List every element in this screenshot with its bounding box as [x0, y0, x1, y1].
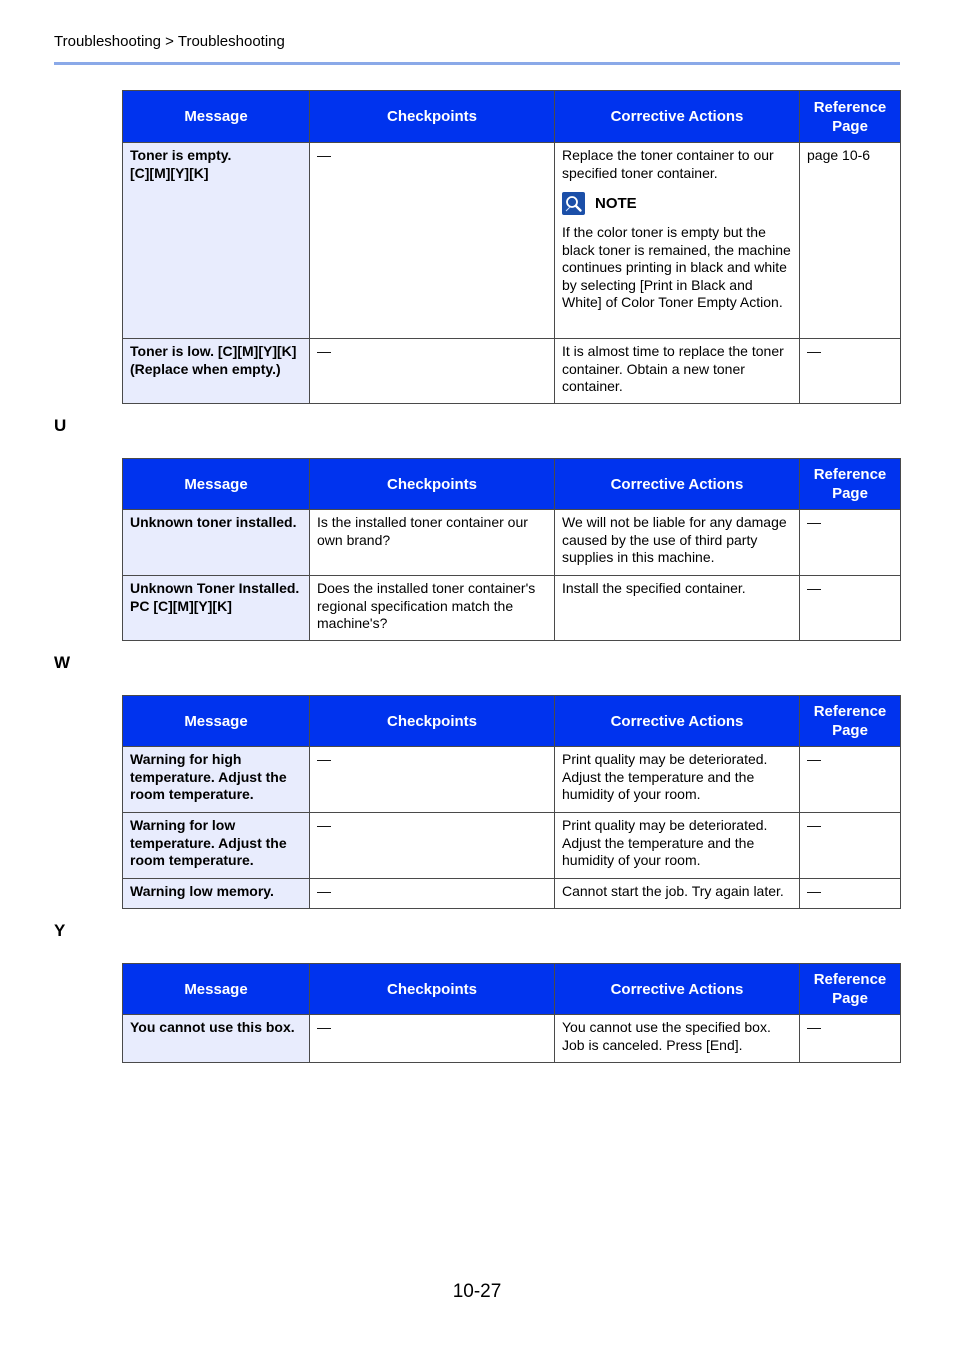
- checkpoints-cell: —: [310, 143, 555, 339]
- table-row: [123, 1015, 901, 1063]
- column-header-message: Message: [123, 696, 310, 747]
- section-letter-w: W: [54, 653, 71, 672]
- column-header-checkpoints: Checkpoints: [310, 964, 555, 1015]
- checkpoints-cell: —: [310, 1015, 555, 1063]
- reference-line1: Reference: [813, 703, 887, 720]
- message-cell: You cannot use this box.: [123, 1015, 310, 1063]
- section-letter-y: Y: [54, 921, 66, 940]
- note-magnifier-icon: [562, 192, 585, 215]
- table-row: [123, 576, 901, 641]
- breadcrumb: Troubleshooting > Troubleshooting: [54, 33, 285, 50]
- checkpoints-cell: Does the installed toner container's regional specification match the machine's?: [310, 576, 555, 641]
- column-header-message: Message: [123, 459, 310, 510]
- reference-cell: —: [800, 576, 901, 641]
- header-rule: [54, 62, 900, 65]
- checkpoints-cell: —: [310, 339, 555, 404]
- message-cell: Warning low memory.: [123, 879, 310, 909]
- message-line2: [C][M][Y][K]: [130, 164, 209, 181]
- message-cell: Warning for high temperature. Adjust the room temperature.: [123, 747, 310, 813]
- column-header-checkpoints: Checkpoints: [310, 696, 555, 747]
- column-header-reference-page: [800, 91, 901, 143]
- corrective-actions-cell: [555, 143, 800, 339]
- corrective-actions-cell: Cannot start the job. Try again later.: [555, 879, 800, 909]
- table-row: [123, 813, 901, 879]
- column-header-corrective-actions: Corrective Actions: [555, 91, 800, 143]
- reference-line1: Reference: [813, 971, 887, 988]
- page-number: 10-27: [452, 1281, 502, 1302]
- corrective-actions-cell: It is almost time to replace the toner container. Obtain a new toner container.: [555, 339, 800, 404]
- message-cell: Toner is low. [C][M][Y][K](Replace when empty.): [123, 339, 310, 404]
- column-header-message: Message: [123, 964, 310, 1015]
- table-toner: [122, 90, 901, 404]
- message-line1: Toner is empty.: [130, 147, 232, 163]
- reference-cell: —: [800, 747, 901, 813]
- reference-line2: Page: [832, 485, 868, 502]
- reference-cell: —: [800, 339, 901, 404]
- table-row: [123, 879, 901, 909]
- corrective-actions-cell: Install the specified container.: [555, 576, 800, 641]
- reference-cell: —: [800, 813, 901, 879]
- corrective-actions-cell: You cannot use the specified box. Job is canceled. Press [End].: [555, 1015, 800, 1063]
- corrective-actions-cell: Print quality may be deteriorated. Adjust the temperature and the humidity of your room.: [555, 747, 800, 813]
- note-header: [562, 192, 792, 215]
- column-header-checkpoints: Checkpoints: [310, 91, 555, 143]
- table-header-row: [123, 964, 901, 1015]
- reference-cell: —: [800, 1015, 901, 1063]
- note-label: NOTE: [595, 194, 637, 212]
- message-cell: Warning for low temperature. Adjust the room temperature.: [123, 813, 310, 879]
- note-text: If the color toner is empty but the black toner is remained, the machine continues printing in black and white by selecting [Print in Black and White] of Color Toner Empty Action.: [562, 224, 791, 310]
- table-header-row: [123, 696, 901, 747]
- column-header-corrective-actions: Corrective Actions: [555, 696, 800, 747]
- reference-cell: —: [800, 879, 901, 909]
- reference-cell: page 10-6: [800, 143, 901, 339]
- column-header-corrective-actions: Corrective Actions: [555, 964, 800, 1015]
- column-header-corrective-actions: Corrective Actions: [555, 459, 800, 510]
- table-row: [123, 143, 901, 339]
- table-y: [122, 963, 901, 1063]
- reference-line2: Page: [832, 990, 868, 1007]
- reference-line2: Page: [832, 117, 868, 135]
- checkpoints-cell: Is the installed toner container our own brand?: [310, 510, 555, 576]
- message-cell: Unknown Toner Installed. PC [C][M][Y][K]: [123, 576, 310, 641]
- reference-line1: Reference: [813, 98, 887, 116]
- corrective-actions-cell: We will not be liable for any damage caused by the use of third party supplies in this machine.: [555, 510, 800, 576]
- reference-line1: Reference: [813, 466, 887, 483]
- checkpoints-cell: —: [310, 747, 555, 813]
- table-header-row: [123, 459, 901, 510]
- column-header-checkpoints: Checkpoints: [310, 459, 555, 510]
- action-text: Replace the toner container to our specified toner container.: [562, 147, 774, 181]
- column-header-reference-page: [800, 459, 901, 510]
- checkpoints-cell: —: [310, 879, 555, 909]
- column-header-reference-page: [800, 964, 901, 1015]
- table-u: [122, 458, 901, 641]
- message-cell: Unknown toner installed.: [123, 510, 310, 576]
- table-row: [123, 510, 901, 576]
- checkpoints-cell: —: [310, 813, 555, 879]
- column-header-message: Message: [123, 91, 310, 143]
- message-cell: [123, 143, 310, 339]
- table-w: [122, 695, 901, 909]
- reference-line2: Page: [832, 722, 868, 739]
- corrective-actions-cell: Print quality may be deteriorated. Adjust the temperature and the humidity of your room.: [555, 813, 800, 879]
- table-header-row: [123, 91, 901, 143]
- section-letter-u: U: [54, 416, 67, 435]
- reference-cell: —: [800, 510, 901, 576]
- table-row: [123, 747, 901, 813]
- table-row: [123, 339, 901, 404]
- column-header-reference-page: [800, 696, 901, 747]
